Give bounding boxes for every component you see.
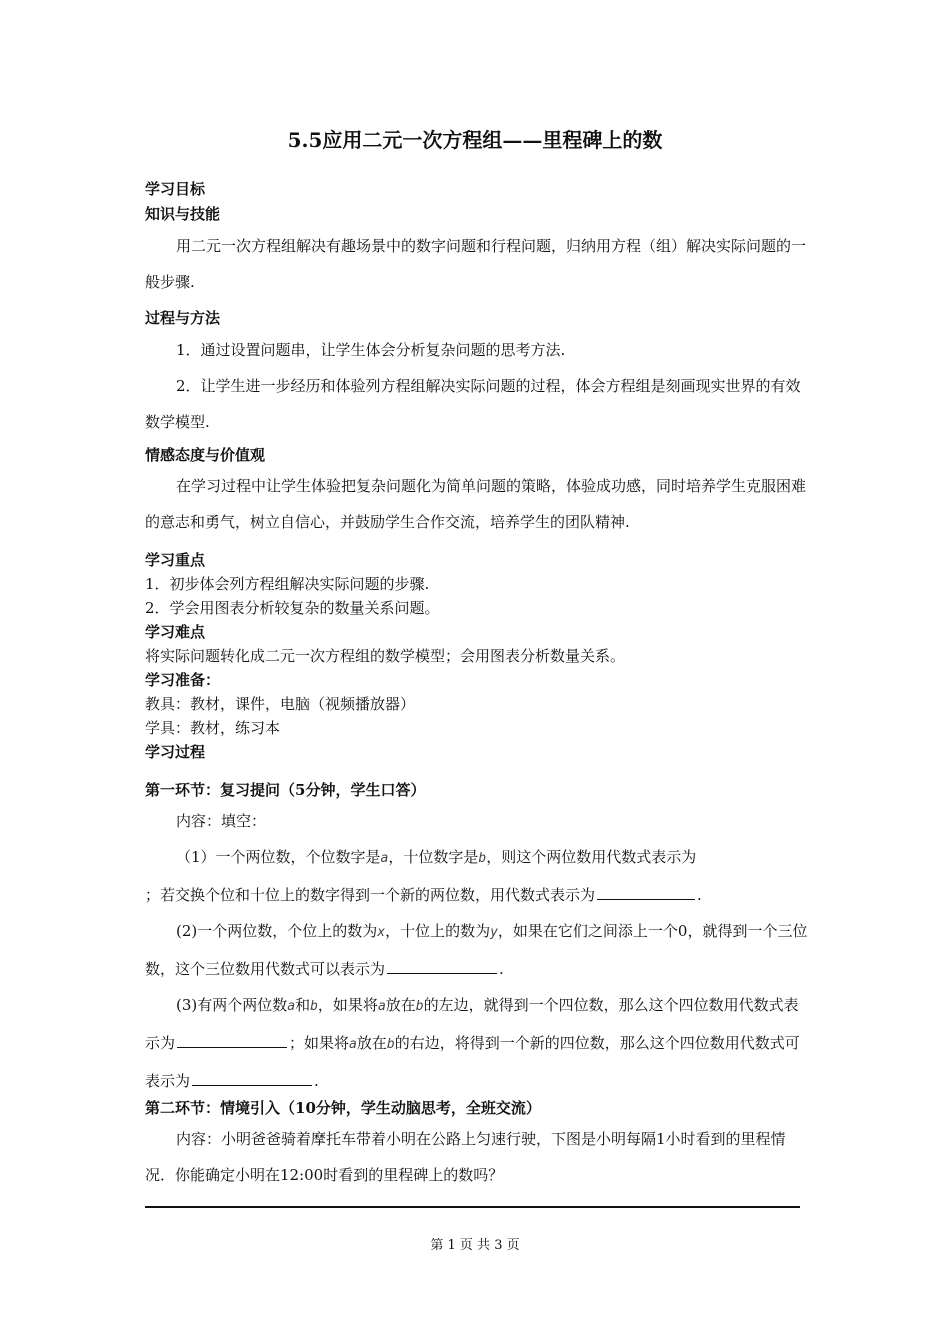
difficulty-text: 将实际问题转化成二元一次方程组的数学模型；会用图表分析数量关系。: [145, 647, 626, 665]
q2-text-b: ，十位上的数为: [385, 922, 491, 940]
goals-heading-block: [145, 178, 810, 199]
process-heading: 过程与方法: [145, 309, 221, 327]
process-item-1: 1．通过设置问题串，让学生体会分析复杂问题的思考方法.: [176, 341, 566, 359]
q1-text-d: ；若交换个位和十位上的数字得到一个新的两位数，用代数式表示为: [145, 886, 596, 904]
section2-text: 内容：小明爸爸骑着摩托车带着小明在公路上匀速行驶，下图是小明每隔1小时看到的里程情况．你能确定小明在12:00时看到的里程碑上的数吗？: [145, 1130, 786, 1184]
answer-blank[interactable]: [177, 1032, 287, 1048]
section1-intro: 内容：填空：: [176, 812, 267, 830]
q3-text-c: 放在: [356, 1034, 387, 1052]
process-section-heading: 学习过程: [145, 743, 206, 761]
var-a: a: [287, 999, 296, 1014]
knowledge-heading: 知识与技能: [145, 205, 221, 223]
period: .: [499, 960, 504, 978]
section1-body: [145, 803, 810, 1099]
var-a: a: [349, 1037, 357, 1052]
answer-blank[interactable]: [192, 1070, 312, 1086]
q2-text-a: (2)一个两位数，个位上的数为: [176, 922, 378, 940]
question-2: [145, 913, 810, 987]
q3-text-b: ，如果将: [317, 996, 378, 1014]
preparation-student: 学具：教材，练习本: [145, 719, 281, 737]
q3-text-f: 的右边，将得到一个新的四位数，那么这个四位数用代数式可表示为: [145, 1034, 800, 1090]
process-item-2: 2．让学生进一步经历和体验列方程组解决实际问题的过程，体会方程组是刻画现实世界的有效数学模型.: [145, 377, 801, 431]
emotion-heading-block: [145, 444, 810, 465]
period: .: [697, 886, 702, 904]
var-a: a: [380, 851, 389, 866]
answer-blank[interactable]: [387, 958, 497, 974]
q1-text-c: ，则这个两位数用代数式表示为: [486, 848, 697, 866]
q1-text-a: （1）一个两位数，个位数字是: [176, 848, 381, 866]
section1-heading-block: [145, 779, 810, 800]
page-title: 5.5应用二元一次方程组——里程碑上的数: [287, 128, 663, 152]
knowledge-heading-block: [145, 203, 810, 224]
period: .: [314, 1072, 319, 1090]
q3-text-d: 的左边，就得到一个四位数，那么这个四位数用代数式表示为: [145, 996, 799, 1052]
section2-heading-block: [145, 1097, 810, 1118]
q1-text-b: ，十位数字是: [388, 848, 479, 866]
q3-text-e: ；如果将: [289, 1034, 350, 1052]
q3-text-a: (3)有两个两位数: [176, 996, 288, 1014]
var-y: y: [490, 925, 498, 940]
var-b: b: [478, 851, 487, 866]
emotion-text: 在学习过程中让学生体验把复杂问题化为简单问题的策略，体验成功感，同时培养学生克服困难的意志和勇气，树立自信心，并鼓励学生合作交流，培养学生的团队精神.: [145, 477, 807, 531]
var-b: b: [415, 999, 424, 1014]
key-points-heading: 学习重点: [145, 551, 206, 569]
process-heading-block: [145, 307, 810, 328]
var-x: x: [377, 925, 386, 940]
page-footer: 第 1 页 共 3 页: [430, 1238, 520, 1253]
answer-blank[interactable]: [597, 884, 695, 900]
key-point-1: 1．初步体会列方程组解决实际问题的步骤.: [145, 575, 430, 593]
question-1: [145, 839, 810, 913]
emotion-text-block: [145, 468, 810, 540]
key-point-2: 2．学会用图表分析较复杂的数量关系问题。: [145, 599, 440, 617]
process-items-block: [145, 332, 810, 440]
section2-body: [145, 1121, 810, 1193]
key-points-block: [145, 548, 810, 764]
preparation-heading: 学习准备：: [145, 671, 221, 689]
section1-heading: 第一环节：复习提问（5分钟，学生口答）: [145, 781, 426, 799]
var-b: b: [386, 1037, 395, 1052]
preparation-teacher: 教具：教材，课件，电脑（视频播放器）: [145, 695, 416, 713]
difficulty-heading: 学习难点: [145, 623, 206, 641]
knowledge-text-block: [145, 228, 810, 300]
var-b: b: [310, 999, 318, 1014]
emotion-heading: 情感态度与价值观: [145, 446, 266, 464]
footer-divider: [145, 1206, 800, 1208]
q2-text-c: ，如果在它们之间添上一个0，就得到一个三位数，这个三位数用代数式可以表示为: [145, 922, 808, 978]
q3-and: 和: [295, 996, 311, 1014]
goals-heading: 学习目标: [145, 180, 206, 198]
var-a: a: [377, 999, 386, 1014]
section2-heading: 第二环节：情境引入（10分钟，学生动脑思考，全班交流）: [145, 1099, 541, 1117]
knowledge-text: 用二元一次方程组解决有趣场景中的数字问题和行程问题，归纳用方程（组）解决实际问题的一般步骤.: [145, 237, 807, 291]
q3-text-c: 放在: [385, 996, 416, 1014]
question-3: [145, 987, 810, 1099]
